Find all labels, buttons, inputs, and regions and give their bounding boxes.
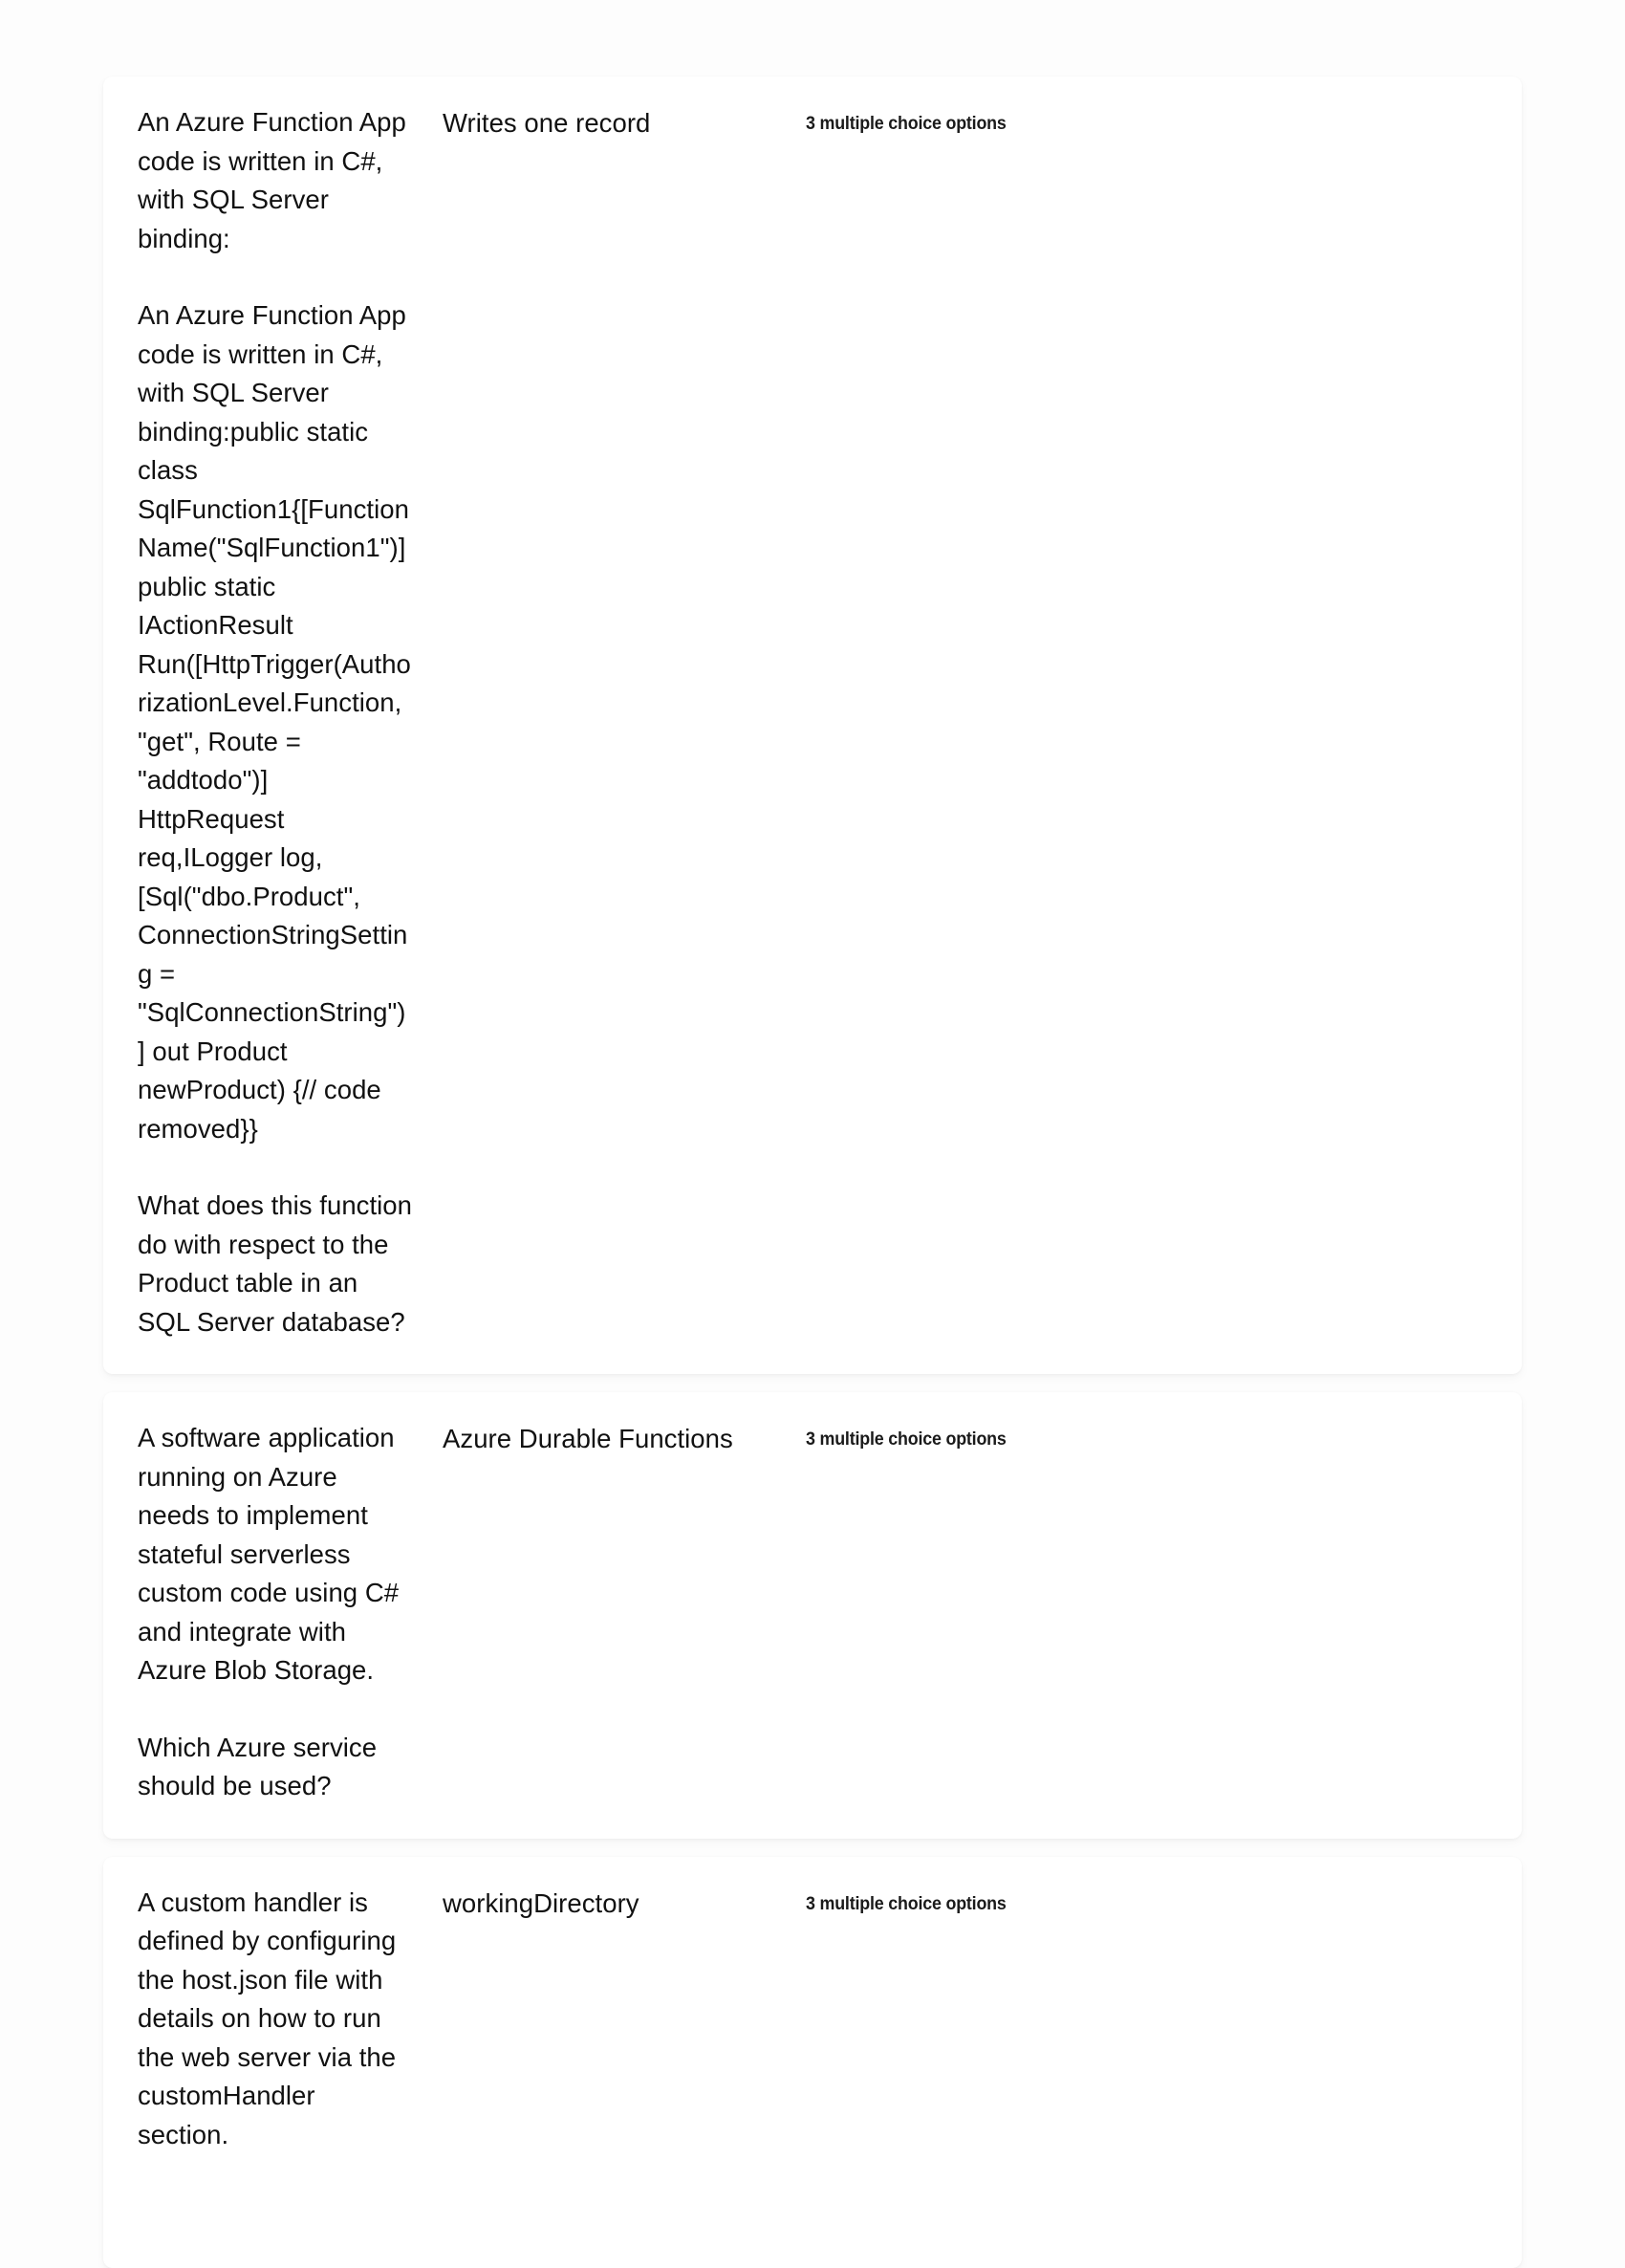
answer-column <box>416 1884 789 1924</box>
question-paragraph: A software application running on Azure needs to implement stateful serverless custom code using C# and integrate with Azure Blob Storage. <box>138 1423 406 1685</box>
question-prompt-paragraph: What does this function do with respect to the Product table in an SQL Server database? <box>138 1190 420 1337</box>
options-count-label: 3 multiple choice options <box>806 1893 1007 1914</box>
question-card[interactable] <box>103 1392 1522 1839</box>
answer-column <box>416 103 789 143</box>
options-column <box>789 1419 1522 1453</box>
question-column <box>103 1884 416 2155</box>
answer-text: workingDirectory <box>443 1887 639 1918</box>
answer-column <box>416 1419 789 1459</box>
question-card[interactable] <box>103 1857 1522 2268</box>
question-code-paragraph: An Azure Function App code is written in C#, with SQL Server binding:public static class SqlFunction1{[FunctionName("SqlFunction1")]public static IActionResult Run([HttpTrigger(AuthorizationLevel.Function, "get", Route = "addtodo")] HttpRequest req,ILogger log, [Sql("dbo.Product", ConnectionStringSetting = "SqlConnectionString")] out Product newProduct) {// code removed}} <box>138 300 414 1144</box>
question-prompt-paragraph: Which Azure service should be used? <box>138 1732 384 1800</box>
question-paragraph: A custom handler is defined by configuring the host.json file with details on how to run the web server via the customHandler section. <box>138 1886 403 2149</box>
options-column <box>789 103 1522 138</box>
options-count-label: 3 multiple choice options <box>806 1429 1007 1450</box>
options-column <box>789 1884 1522 1918</box>
question-column <box>103 103 420 1341</box>
answer-text: Writes one record <box>443 108 651 138</box>
question-card[interactable] <box>103 76 1522 1374</box>
answer-text: Azure Durable Functions <box>443 1424 733 1453</box>
question-column <box>103 1419 416 1806</box>
question-paragraph: An Azure Function App code is written in C#, with SQL Server binding: <box>138 107 414 253</box>
options-count-label: 3 multiple choice options <box>806 114 1007 134</box>
